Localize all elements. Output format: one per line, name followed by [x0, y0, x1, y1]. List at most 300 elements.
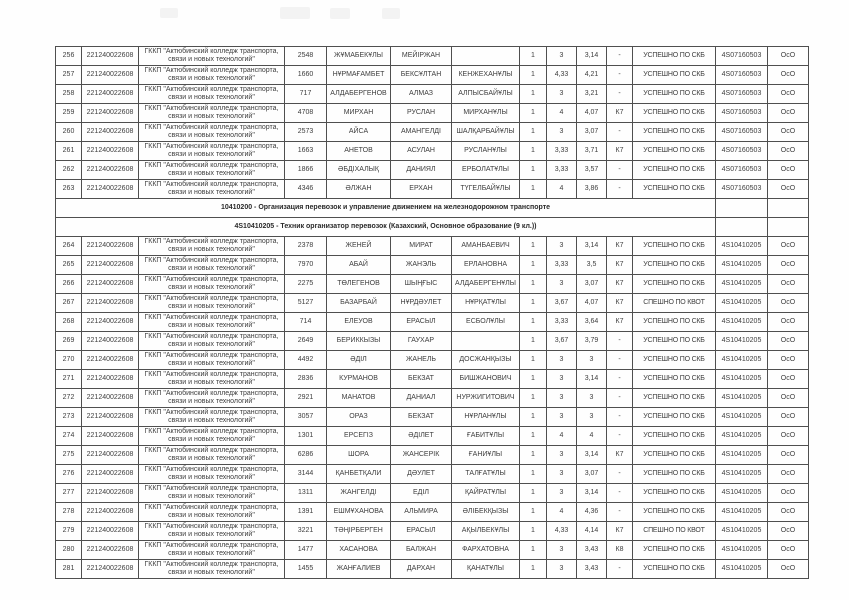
education-base-cell: ОсО: [768, 47, 809, 66]
surname-cell: ӘБДІХАЛЫҚ: [327, 161, 391, 180]
registration-number-cell: 1866: [285, 161, 327, 180]
scan-artifact: [330, 8, 350, 19]
registration-number-cell: 2548: [285, 47, 327, 66]
row-number-cell: 278: [56, 503, 82, 522]
registration-number-cell: 4346: [285, 180, 327, 199]
grade-avg-cell: 3,33: [547, 161, 577, 180]
course-cell: 1: [520, 465, 547, 484]
grade-avg-cell: 3: [547, 85, 577, 104]
quota-cell: -: [607, 66, 633, 85]
college-name-cell: [139, 294, 285, 313]
table-row: [56, 161, 809, 180]
patronymic-cell: НҰРҚАТҰЛЫ: [452, 294, 520, 313]
college-name-line2: связи и новых технологий": [168, 417, 255, 424]
education-base-cell: ОсО: [768, 427, 809, 446]
college-name-cell: [139, 484, 285, 503]
patronymic-cell: ШАЛҚАРБАЙҰЛЫ: [452, 123, 520, 142]
grade-avg-cell: 3,33: [547, 313, 577, 332]
college-name-line2: связи и новых технологий": [168, 94, 255, 101]
college-name-line2: связи и новых технологий": [168, 151, 255, 158]
surname-cell: ШОРА: [327, 446, 391, 465]
grade-score-cell: 3,07: [577, 275, 607, 294]
college-name-line2: связи и новых технологий": [168, 284, 255, 291]
table-row: [56, 180, 809, 199]
college-name-line2: связи и новых технологий": [168, 341, 255, 348]
college-name-cell: [139, 332, 285, 351]
patronymic-cell: ТАЛҒАТҰЛЫ: [452, 465, 520, 484]
registration-number-cell: 1455: [285, 560, 327, 579]
firstname-cell: ШЫҢҒЫС: [391, 275, 452, 294]
status-cell: УСПЕШНО ПО СКБ: [633, 47, 716, 66]
course-cell: 1: [520, 541, 547, 560]
grade-avg-cell: 3: [547, 465, 577, 484]
college-name-cell: [139, 408, 285, 427]
status-cell: УСПЕШНО ПО СКБ: [633, 142, 716, 161]
applicant-id-cell: 221240022608: [82, 256, 139, 275]
quota-cell: К7: [607, 237, 633, 256]
grade-score-cell: 4,14: [577, 522, 607, 541]
grade-score-cell: 3,5: [577, 256, 607, 275]
table-row: [56, 313, 809, 332]
status-cell: УСПЕШНО ПО СКБ: [633, 237, 716, 256]
applicant-id-cell: 221240022608: [82, 389, 139, 408]
registration-number-cell: 2649: [285, 332, 327, 351]
surname-cell: АНЕТОВ: [327, 142, 391, 161]
quota-cell: -: [607, 560, 633, 579]
status-cell: УСПЕШНО ПО СКБ: [633, 446, 716, 465]
scan-artifact: [280, 7, 310, 19]
section-empty-edu-cell: [768, 199, 809, 218]
college-name-line1: ГККП "Актюбинский колледж транспорта,: [144, 295, 279, 302]
surname-cell: МИРХАН: [327, 104, 391, 123]
college-name-line2: связи и новых технологий": [168, 113, 255, 120]
grade-avg-cell: 3: [547, 446, 577, 465]
college-name-line1: ГККП "Актюбинский колледж транспорта,: [144, 504, 279, 511]
grade-score-cell: 3,64: [577, 313, 607, 332]
section-header-row: [56, 199, 809, 218]
registration-number-cell: 1477: [285, 541, 327, 560]
patronymic-cell: БИШЖАНОВИЧ: [452, 370, 520, 389]
patronymic-cell: ЕРЛАНОВНА: [452, 256, 520, 275]
course-cell: 1: [520, 427, 547, 446]
firstname-cell: АСУЛАН: [391, 142, 452, 161]
specialty-code-cell: 4S07160503: [716, 180, 768, 199]
specialty-code-cell: 4S07160503: [716, 142, 768, 161]
table-row: [56, 370, 809, 389]
education-base-cell: ОсО: [768, 313, 809, 332]
grade-score-cell: 3,07: [577, 465, 607, 484]
firstname-cell: ЖАНЕЛЬ: [391, 351, 452, 370]
college-name-line1: ГККП "Актюбинский колледж транспорта,: [144, 428, 279, 435]
row-number-cell: 281: [56, 560, 82, 579]
applicant-id-cell: 221240022608: [82, 66, 139, 85]
college-name-line2: связи и новых технологий": [168, 170, 255, 177]
grade-avg-cell: 3,33: [547, 142, 577, 161]
row-number-cell: 280: [56, 541, 82, 560]
section-empty-code-cell: [716, 218, 768, 237]
college-name-cell: [139, 370, 285, 389]
scan-artifact: [160, 8, 178, 18]
specialty-code-cell: 4S10410205: [716, 522, 768, 541]
education-base-cell: ОсО: [768, 541, 809, 560]
patronymic-cell: [452, 332, 520, 351]
quota-cell: -: [607, 332, 633, 351]
row-number-cell: 257: [56, 66, 82, 85]
grade-avg-cell: 3,33: [547, 256, 577, 275]
quota-cell: К7: [607, 446, 633, 465]
row-number-cell: 272: [56, 389, 82, 408]
section-header-title: 10410200 - Организация перевозок и управление движением на железнодорожном транспорте: [56, 199, 716, 218]
registration-number-cell: 4708: [285, 104, 327, 123]
college-name-cell: [139, 104, 285, 123]
education-base-cell: ОсО: [768, 389, 809, 408]
table-row: [56, 427, 809, 446]
quota-cell: -: [607, 123, 633, 142]
course-cell: 1: [520, 142, 547, 161]
college-name-cell: [139, 47, 285, 66]
grade-score-cell: 3,71: [577, 142, 607, 161]
table-row: [56, 465, 809, 484]
grade-score-cell: 4,07: [577, 104, 607, 123]
applicant-id-cell: 221240022608: [82, 142, 139, 161]
registration-number-cell: 1391: [285, 503, 327, 522]
education-base-cell: ОсО: [768, 522, 809, 541]
college-name-line1: ГККП "Актюбинский колледж транспорта,: [144, 162, 279, 169]
surname-cell: ЖАНҒАЛИЕВ: [327, 560, 391, 579]
grade-score-cell: 4,07: [577, 294, 607, 313]
college-name-line2: связи и новых технологий": [168, 474, 255, 481]
college-name-line2: связи и новых технологий": [168, 531, 255, 538]
college-name-line2: связи и новых технологий": [168, 265, 255, 272]
college-name-line2: связи и новых технологий": [168, 56, 255, 63]
row-number-cell: 268: [56, 313, 82, 332]
status-cell: УСПЕШНО ПО СКБ: [633, 408, 716, 427]
quota-cell: К7: [607, 522, 633, 541]
quota-cell: К8: [607, 541, 633, 560]
specialty-code-cell: 4S10410205: [716, 332, 768, 351]
education-base-cell: ОсО: [768, 275, 809, 294]
firstname-cell: АМАНГЕЛДІ: [391, 123, 452, 142]
grade-avg-cell: 4: [547, 180, 577, 199]
grade-score-cell: 3: [577, 351, 607, 370]
patronymic-cell: НУРЖИГИТОВИЧ: [452, 389, 520, 408]
registration-number-cell: 1663: [285, 142, 327, 161]
specialty-code-cell: 4S07160503: [716, 66, 768, 85]
status-cell: УСПЕШНО ПО СКБ: [633, 503, 716, 522]
specialty-code-cell: 4S07160503: [716, 123, 768, 142]
status-cell: УСПЕШНО ПО СКБ: [633, 351, 716, 370]
status-cell: УСПЕШНО ПО СКБ: [633, 104, 716, 123]
college-name-line1: ГККП "Актюбинский колледж транспорта,: [144, 181, 279, 188]
grade-avg-cell: 3: [547, 484, 577, 503]
registration-number-cell: 6286: [285, 446, 327, 465]
quota-cell: -: [607, 161, 633, 180]
status-cell: УСПЕШНО ПО СКБ: [633, 123, 716, 142]
firstname-cell: ДАНИЯЛ: [391, 161, 452, 180]
college-name-line1: ГККП "Актюбинский колледж транспорта,: [144, 67, 279, 74]
education-base-cell: ОсО: [768, 237, 809, 256]
table-row: [56, 47, 809, 66]
row-number-cell: 258: [56, 85, 82, 104]
applicant-id-cell: 221240022608: [82, 332, 139, 351]
quota-cell: -: [607, 484, 633, 503]
course-cell: 1: [520, 256, 547, 275]
status-cell: УСПЕШНО ПО СКБ: [633, 66, 716, 85]
surname-cell: ТӘҢІРБЕРГЕН: [327, 522, 391, 541]
course-cell: 1: [520, 294, 547, 313]
education-base-cell: ОсО: [768, 294, 809, 313]
college-name-line2: связи и новых технологий": [168, 569, 255, 576]
patronymic-cell: КЕНЖЕХАНҰЛЫ: [452, 66, 520, 85]
row-number-cell: 259: [56, 104, 82, 123]
specialty-code-cell: 4S10410205: [716, 484, 768, 503]
table-row: [56, 275, 809, 294]
patronymic-cell: ҚАНАТҰЛЫ: [452, 560, 520, 579]
grade-score-cell: 3,14: [577, 47, 607, 66]
patronymic-cell: ЕСБОЛҰЛЫ: [452, 313, 520, 332]
college-name-line1: ГККП "Актюбинский колледж транспорта,: [144, 352, 279, 359]
surname-cell: ЖҰМАБЕКҰЛЫ: [327, 47, 391, 66]
college-name-line1: ГККП "Актюбинский колледж транспорта,: [144, 371, 279, 378]
row-number-cell: 262: [56, 161, 82, 180]
course-cell: 1: [520, 66, 547, 85]
patronymic-cell: ҒАНИҰЛЫ: [452, 446, 520, 465]
registration-number-cell: 2836: [285, 370, 327, 389]
college-name-line1: ГККП "Актюбинский колледж транспорта,: [144, 257, 279, 264]
grade-score-cell: 3,43: [577, 560, 607, 579]
patronymic-cell: НҰРЛАНҰЛЫ: [452, 408, 520, 427]
college-name-line1: ГККП "Актюбинский колледж транспорта,: [144, 238, 279, 245]
surname-cell: ХАСАНОВА: [327, 541, 391, 560]
row-number-cell: 266: [56, 275, 82, 294]
row-number-cell: 264: [56, 237, 82, 256]
surname-cell: МАНАТОВ: [327, 389, 391, 408]
firstname-cell: БЕКСҰЛТАН: [391, 66, 452, 85]
registration-number-cell: 2275: [285, 275, 327, 294]
grade-score-cell: 3,14: [577, 446, 607, 465]
surname-cell: НҰРМАҒАМБЕТ: [327, 66, 391, 85]
education-base-cell: ОсО: [768, 408, 809, 427]
row-number-cell: 273: [56, 408, 82, 427]
patronymic-cell: АМАНБАЕВИЧ: [452, 237, 520, 256]
course-cell: 1: [520, 85, 547, 104]
specialty-code-cell: 4S07160503: [716, 47, 768, 66]
grade-avg-cell: 3: [547, 389, 577, 408]
table-row: [56, 294, 809, 313]
firstname-cell: ЕРХАН: [391, 180, 452, 199]
patronymic-cell: АЛПЫСБАЙҰЛЫ: [452, 85, 520, 104]
college-name-cell: [139, 427, 285, 446]
surname-cell: ӘДІЛ: [327, 351, 391, 370]
college-name-line2: связи и новых технологий": [168, 550, 255, 557]
table-row: [56, 408, 809, 427]
applicant-id-cell: 221240022608: [82, 161, 139, 180]
specialty-code-cell: 4S10410205: [716, 427, 768, 446]
admission-roster-table: [55, 46, 809, 579]
education-base-cell: ОсО: [768, 370, 809, 389]
firstname-cell: ДӘУЛЕТ: [391, 465, 452, 484]
specialty-code-cell: 4S10410205: [716, 465, 768, 484]
specialty-code-cell: 4S10410205: [716, 389, 768, 408]
status-cell: УСПЕШНО ПО СКБ: [633, 427, 716, 446]
college-name-line1: ГККП "Актюбинский колледж транспорта,: [144, 485, 279, 492]
course-cell: 1: [520, 484, 547, 503]
specialty-code-cell: 4S10410205: [716, 294, 768, 313]
registration-number-cell: 3221: [285, 522, 327, 541]
grade-score-cell: 4: [577, 427, 607, 446]
table-body: [56, 47, 809, 579]
college-name-line1: ГККП "Актюбинский колледж транспорта,: [144, 124, 279, 131]
firstname-cell: ГАУХАР: [391, 332, 452, 351]
table-row: [56, 541, 809, 560]
firstname-cell: ДАНИАЛ: [391, 389, 452, 408]
patronymic-cell: МИРХАНҰЛЫ: [452, 104, 520, 123]
education-base-cell: ОсО: [768, 104, 809, 123]
grade-avg-cell: 4,33: [547, 66, 577, 85]
education-base-cell: ОсО: [768, 85, 809, 104]
row-number-cell: 275: [56, 446, 82, 465]
surname-cell: КУРМАНОВ: [327, 370, 391, 389]
patronymic-cell: ЕРБОЛАТҰЛЫ: [452, 161, 520, 180]
course-cell: 1: [520, 522, 547, 541]
scan-artifact: [382, 8, 400, 19]
course-cell: 1: [520, 161, 547, 180]
firstname-cell: БЕКЗАТ: [391, 408, 452, 427]
quota-cell: -: [607, 465, 633, 484]
surname-cell: АЙСА: [327, 123, 391, 142]
specialty-code-cell: 4S10410205: [716, 313, 768, 332]
college-name-line1: ГККП "Актюбинский колледж транспорта,: [144, 466, 279, 473]
grade-avg-cell: 3: [547, 370, 577, 389]
college-name-line2: связи и новых технологий": [168, 512, 255, 519]
college-name-line2: связи и новых технологий": [168, 493, 255, 500]
applicant-id-cell: 221240022608: [82, 503, 139, 522]
college-name-line2: связи и новых технологий": [168, 322, 255, 329]
quota-cell: К7: [607, 275, 633, 294]
education-base-cell: ОсО: [768, 332, 809, 351]
section-empty-code-cell: [716, 199, 768, 218]
applicant-id-cell: 221240022608: [82, 522, 139, 541]
applicant-id-cell: 221240022608: [82, 104, 139, 123]
grade-score-cell: 3,57: [577, 161, 607, 180]
quota-cell: -: [607, 370, 633, 389]
grade-score-cell: 3,86: [577, 180, 607, 199]
table-row: [56, 503, 809, 522]
grade-avg-cell: 3: [547, 47, 577, 66]
grade-score-cell: 3,07: [577, 123, 607, 142]
row-number-cell: 263: [56, 180, 82, 199]
surname-cell: ЖАНГЕЛДІ: [327, 484, 391, 503]
patronymic-cell: ҚАЙРАТҰЛЫ: [452, 484, 520, 503]
quota-cell: К7: [607, 104, 633, 123]
college-name-cell: [139, 85, 285, 104]
row-number-cell: 265: [56, 256, 82, 275]
college-name-line2: связи и новых технологий": [168, 379, 255, 386]
grade-avg-cell: 3: [547, 541, 577, 560]
course-cell: 1: [520, 332, 547, 351]
education-base-cell: ОсО: [768, 446, 809, 465]
section-empty-edu-cell: [768, 218, 809, 237]
surname-cell: ТӨЛЕГЕНОВ: [327, 275, 391, 294]
quota-cell: -: [607, 47, 633, 66]
education-base-cell: ОсО: [768, 503, 809, 522]
firstname-cell: РУСЛАН: [391, 104, 452, 123]
college-name-cell: [139, 503, 285, 522]
specialty-code-cell: 4S07160503: [716, 85, 768, 104]
firstname-cell: ДАРХАН: [391, 560, 452, 579]
course-cell: 1: [520, 351, 547, 370]
applicant-id-cell: 221240022608: [82, 351, 139, 370]
status-cell: УСПЕШНО ПО СКБ: [633, 389, 716, 408]
grade-score-cell: 3,14: [577, 370, 607, 389]
registration-number-cell: 1660: [285, 66, 327, 85]
course-cell: 1: [520, 560, 547, 579]
grade-score-cell: 3,43: [577, 541, 607, 560]
grade-score-cell: 3,14: [577, 237, 607, 256]
status-cell: УСПЕШНО ПО СКБ: [633, 85, 716, 104]
specialty-code-cell: 4S10410205: [716, 503, 768, 522]
surname-cell: БАЗАРБАЙ: [327, 294, 391, 313]
course-cell: 1: [520, 275, 547, 294]
firstname-cell: БАЛЖАН: [391, 541, 452, 560]
table-row: [56, 446, 809, 465]
applicant-id-cell: 221240022608: [82, 560, 139, 579]
surname-cell: БЕРИККЫЗЫ: [327, 332, 391, 351]
college-name-cell: [139, 123, 285, 142]
college-name-cell: [139, 389, 285, 408]
table-row: [56, 484, 809, 503]
course-cell: 1: [520, 313, 547, 332]
course-cell: 1: [520, 503, 547, 522]
quota-cell: К7: [607, 313, 633, 332]
specialty-code-cell: 4S07160503: [716, 104, 768, 123]
patronymic-cell: [452, 47, 520, 66]
table-row: [56, 237, 809, 256]
registration-number-cell: 1301: [285, 427, 327, 446]
table-row: [56, 332, 809, 351]
college-name-cell: [139, 541, 285, 560]
course-cell: 1: [520, 237, 547, 256]
college-name-cell: [139, 522, 285, 541]
applicant-id-cell: 221240022608: [82, 85, 139, 104]
college-name-line2: связи и новых технологий": [168, 303, 255, 310]
college-name-line2: связи и новых технологий": [168, 455, 255, 462]
surname-cell: ЕРСЕГІЗ: [327, 427, 391, 446]
row-number-cell: 276: [56, 465, 82, 484]
education-base-cell: ОсО: [768, 161, 809, 180]
firstname-cell: МИРАТ: [391, 237, 452, 256]
college-name-line2: связи и новых технологий": [168, 75, 255, 82]
status-cell: УСПЕШНО ПО СКБ: [633, 370, 716, 389]
applicant-id-cell: 221240022608: [82, 427, 139, 446]
college-name-line1: ГККП "Актюбинский колледж транспорта,: [144, 314, 279, 321]
row-number-cell: 256: [56, 47, 82, 66]
firstname-cell: ЕРАСЫЛ: [391, 313, 452, 332]
specialty-code-cell: 4S10410205: [716, 275, 768, 294]
quota-cell: К7: [607, 294, 633, 313]
college-name-cell: [139, 256, 285, 275]
status-cell: УСПЕШНО ПО СКБ: [633, 161, 716, 180]
table-row: [56, 256, 809, 275]
specialty-code-cell: 4S10410205: [716, 370, 768, 389]
course-cell: 1: [520, 104, 547, 123]
college-name-cell: [139, 275, 285, 294]
grade-avg-cell: 3: [547, 123, 577, 142]
surname-cell: ҚАНБЕТҚАЛИ: [327, 465, 391, 484]
applicant-id-cell: 221240022608: [82, 484, 139, 503]
grade-avg-cell: 4,33: [547, 522, 577, 541]
registration-number-cell: 2573: [285, 123, 327, 142]
